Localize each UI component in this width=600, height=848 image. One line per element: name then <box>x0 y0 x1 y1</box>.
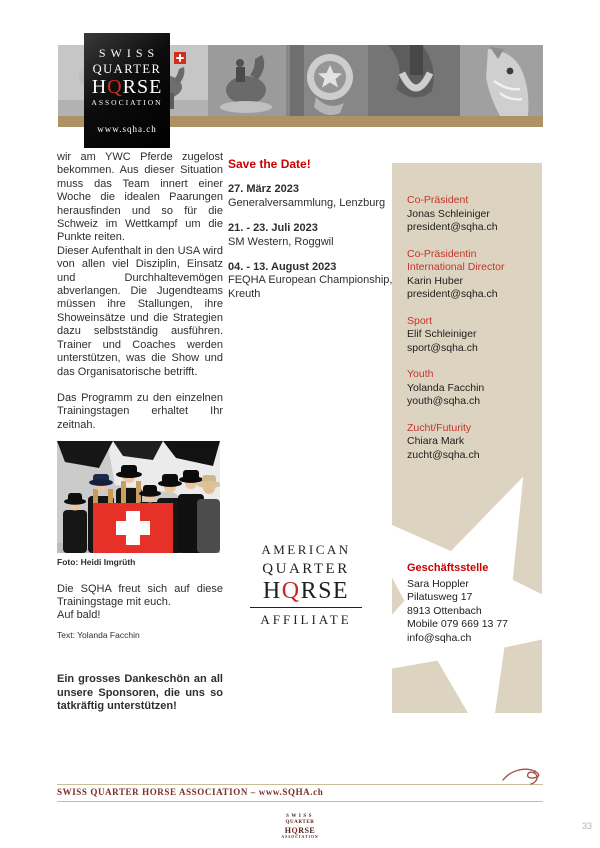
event-date: 04. - 13. August 2023 <box>228 261 337 274</box>
aqha-affiliate-logo <box>250 542 362 628</box>
contact-list <box>407 194 532 475</box>
sqha-logo <box>84 33 170 148</box>
closing-line-1: Die SQHA freut sich auf diese Trainingstage mit euch. <box>57 582 223 608</box>
logo-word-swiss: SWISS <box>98 46 160 60</box>
save-the-date-section <box>228 158 396 313</box>
red-q-glyph: Q <box>281 578 301 604</box>
office-email: info@sqha.ch <box>407 631 472 644</box>
aqha-word-quarter: QUARTER <box>262 561 350 577</box>
contact-email: president@sqha.ch <box>407 288 498 300</box>
aqha-divider <box>250 607 362 608</box>
office-label: Geschäftsstelle <box>407 562 489 574</box>
contact-email: president@sqha.ch <box>407 221 498 233</box>
red-q-glyph: Q <box>107 76 123 98</box>
red-q-glyph: Q <box>291 825 299 835</box>
horse-flourish-icon <box>501 763 545 794</box>
contact-entry <box>407 194 532 235</box>
aqha-word-affiliate: AFFILIATE <box>260 612 352 627</box>
footer-rule-top <box>57 784 543 785</box>
swiss-flag-icon <box>174 51 186 63</box>
contact-name: Chiara Mark <box>407 435 465 447</box>
article-paragraph-3: Das Programm zu den einzelnen Trainingstagen erhaltet Ihr zeitnah. <box>57 391 223 431</box>
contact-email: youth@sqha.ch <box>407 395 481 407</box>
closing-line-2: Auf bald! <box>57 609 101 622</box>
contact-name: Elif Schleiniger <box>407 328 477 340</box>
contact-entry <box>407 248 532 302</box>
contact-email: sport@sqha.ch <box>407 341 478 354</box>
logo-word-quarter: QUARTER <box>92 62 162 76</box>
contact-entry <box>407 368 532 409</box>
office-contact <box>407 562 537 645</box>
contact-sidebar <box>392 163 542 713</box>
office-city: 8913 Ottenbach <box>407 604 482 617</box>
contact-role-2: International Director <box>407 261 505 273</box>
contact-role: Zucht/Futurity <box>407 421 472 434</box>
logo-url: www.sqha.ch <box>97 124 157 134</box>
sponsor-thanks: Ein grosses Dankeschön an all unsere Sponsoren, die uns so tatkräftig unterstützen! <box>57 673 223 712</box>
save-the-date-title: Save the Date! <box>228 157 311 171</box>
event-date: 21. - 23. Juli 2023 <box>228 222 318 235</box>
contact-name: Jonas Schleiniger <box>407 207 490 220</box>
article-paragraph-2: Dieser Aufenthalt in den USA wird von allen viel Disziplin, Einsatz und Durchhaltevemögen abverlangen. Die Jugendteams müssen ihre Stallungen, ihre Showeinsätze und die Strategien dazu selbstständig ausführen. Trainer und Coaches werden unterstützen, was die Show und das Organisatorische betrifft. <box>57 244 223 378</box>
page-number: 33 <box>582 821 593 831</box>
logo-word-association: ASSOCIATION <box>91 98 163 107</box>
event-item <box>228 261 396 301</box>
footer-mini-logo: SWISS QUARTER HQRSE ASSOCIATION <box>281 814 319 839</box>
contact-email: zucht@sqha.ch <box>407 448 480 461</box>
aqha-word-american: AMERICAN <box>261 542 351 557</box>
office-name: Sara Hoppler <box>407 577 469 590</box>
contact-role: Sport <box>407 314 433 327</box>
contact-entry <box>407 422 532 463</box>
contact-entry <box>407 315 532 356</box>
footer-rule-bottom <box>57 801 543 802</box>
contact-role: Co-Präsidentin <box>407 247 477 260</box>
contact-role: Co-Präsident <box>407 194 469 206</box>
article-paragraph-1: wir am YWC Pferde zugelost bekommen. Aus dieser Situation muss das Team innert einer Woche die idealen Paarungen herausfinden und so für die Schweiz im Wettkampf um die Punkte reiten. <box>57 151 223 244</box>
office-mobile: Mobile 079 669 13 77 <box>407 618 508 630</box>
event-name: SM Western, Roggwil <box>228 235 334 248</box>
contact-role: Youth <box>407 368 434 380</box>
event-name: Generalversammlung, Lenzburg <box>228 196 386 209</box>
footer-association-text: SWISS QUARTER HORSE ASSOCIATION – www.SQHA.ch <box>57 787 324 797</box>
event-item <box>228 183 396 210</box>
aqha-word-horse: HQRSE <box>262 578 350 604</box>
event-date: 27. März 2023 <box>228 183 299 196</box>
contact-name: Karin Huber <box>407 274 464 287</box>
team-photo <box>57 441 220 553</box>
photo-caption: Foto: Heidi Imgrüth <box>57 557 136 568</box>
office-street: Pilatusweg 17 <box>407 591 473 603</box>
contact-name: Yolanda Facchin <box>407 381 485 394</box>
logo-word-horse: HQRSE <box>91 76 163 98</box>
article-column <box>57 151 223 713</box>
text-credit: Text: Yolanda Facchin <box>57 629 140 640</box>
event-name: FEQHA European Championship, Kreuth <box>228 274 393 300</box>
event-item <box>228 222 396 249</box>
